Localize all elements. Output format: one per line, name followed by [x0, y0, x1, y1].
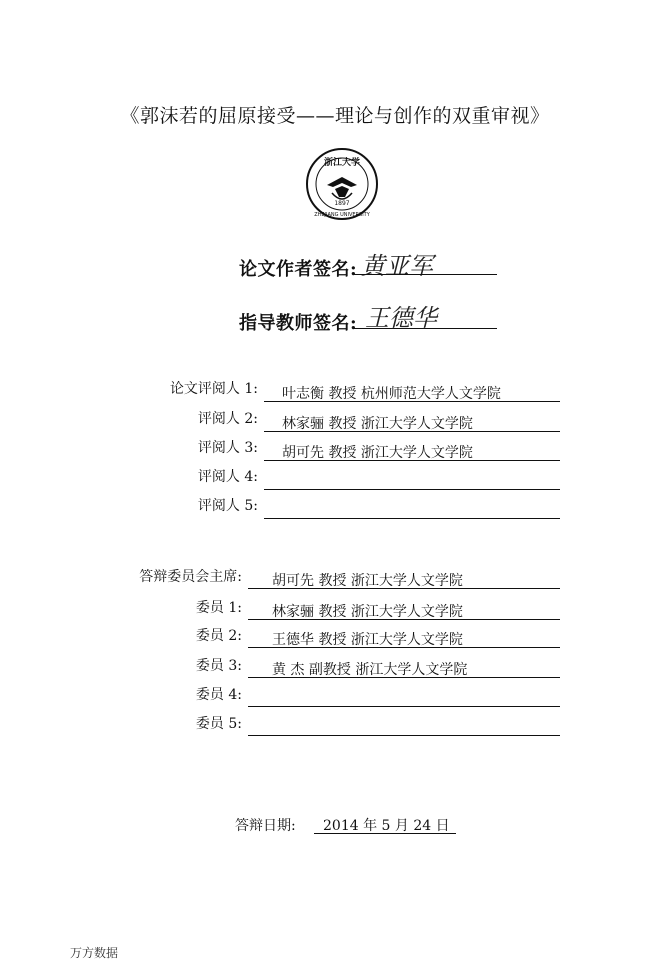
reviewer-line: [264, 518, 560, 519]
footer-watermark: 万方数据: [70, 946, 119, 960]
committee-line: [248, 677, 560, 678]
reviewer-line: [264, 401, 560, 402]
committee-line: [248, 735, 560, 736]
reviewer-line: [264, 431, 560, 432]
reviewer-line: [264, 489, 560, 490]
author-signature-label: 论文作者签名:: [239, 259, 358, 280]
reviewer-label: 评阅人 2:: [197, 411, 258, 427]
advisor-signature: 王德华: [365, 304, 437, 332]
committee-value: 林家骊 教授 浙江大学人文学院: [272, 604, 463, 620]
committee-label: 答辩委员会主席:: [139, 569, 242, 585]
reviewer-line: [264, 460, 560, 461]
seal-year: 1897: [334, 200, 350, 207]
author-signature: 黄亚军: [361, 252, 433, 280]
reviewer-value: 叶志衡 教授 杭州师范大学人文学院: [282, 386, 501, 402]
committee-label: 委员 1:: [195, 600, 242, 616]
seal-text: ZHEJIANG UNIVERSITY: [314, 212, 370, 218]
committee-label: 委员 3:: [195, 658, 242, 674]
committee-line: [248, 706, 560, 707]
seal-characters: 浙江大学: [323, 158, 361, 168]
reviewer-label: 论文评阅人 1:: [169, 381, 258, 397]
reviewer-label: 评阅人 4:: [197, 469, 258, 485]
committee-value: 王德华 教授 浙江大学人文学院: [272, 632, 463, 648]
committee-line: [248, 619, 560, 620]
zhejiang-university-seal: [305, 147, 379, 221]
reviewer-value: 林家骊 教授 浙江大学人文学院: [282, 416, 473, 432]
defense-date-line: [314, 833, 456, 834]
committee-line: [248, 588, 560, 589]
defense-date-label: 答辩日期:: [235, 818, 296, 834]
defense-date-value: 2014 年 5 月 24 日: [323, 818, 450, 834]
reviewer-value: 胡可先 教授 浙江大学人文学院: [282, 445, 473, 461]
committee-value: 胡可先 教授 浙江大学人文学院: [272, 573, 463, 589]
committee-line: [248, 647, 560, 648]
author-signature-line: [354, 274, 497, 275]
committee-label: 委员 4:: [195, 687, 242, 703]
advisor-signature-label: 指导教师签名:: [239, 313, 358, 334]
advisor-signature-line: [354, 328, 497, 329]
committee-label: 委员 2:: [195, 628, 242, 644]
committee-label: 委员 5:: [195, 716, 242, 732]
thesis-title: 《郭沫若的屈原接受——理论与创作的双重审视》: [120, 105, 550, 127]
reviewer-label: 评阅人 3:: [197, 440, 258, 456]
reviewer-label: 评阅人 5:: [197, 498, 258, 514]
committee-value: 黄 杰 副教授 浙江大学人文学院: [272, 662, 468, 678]
